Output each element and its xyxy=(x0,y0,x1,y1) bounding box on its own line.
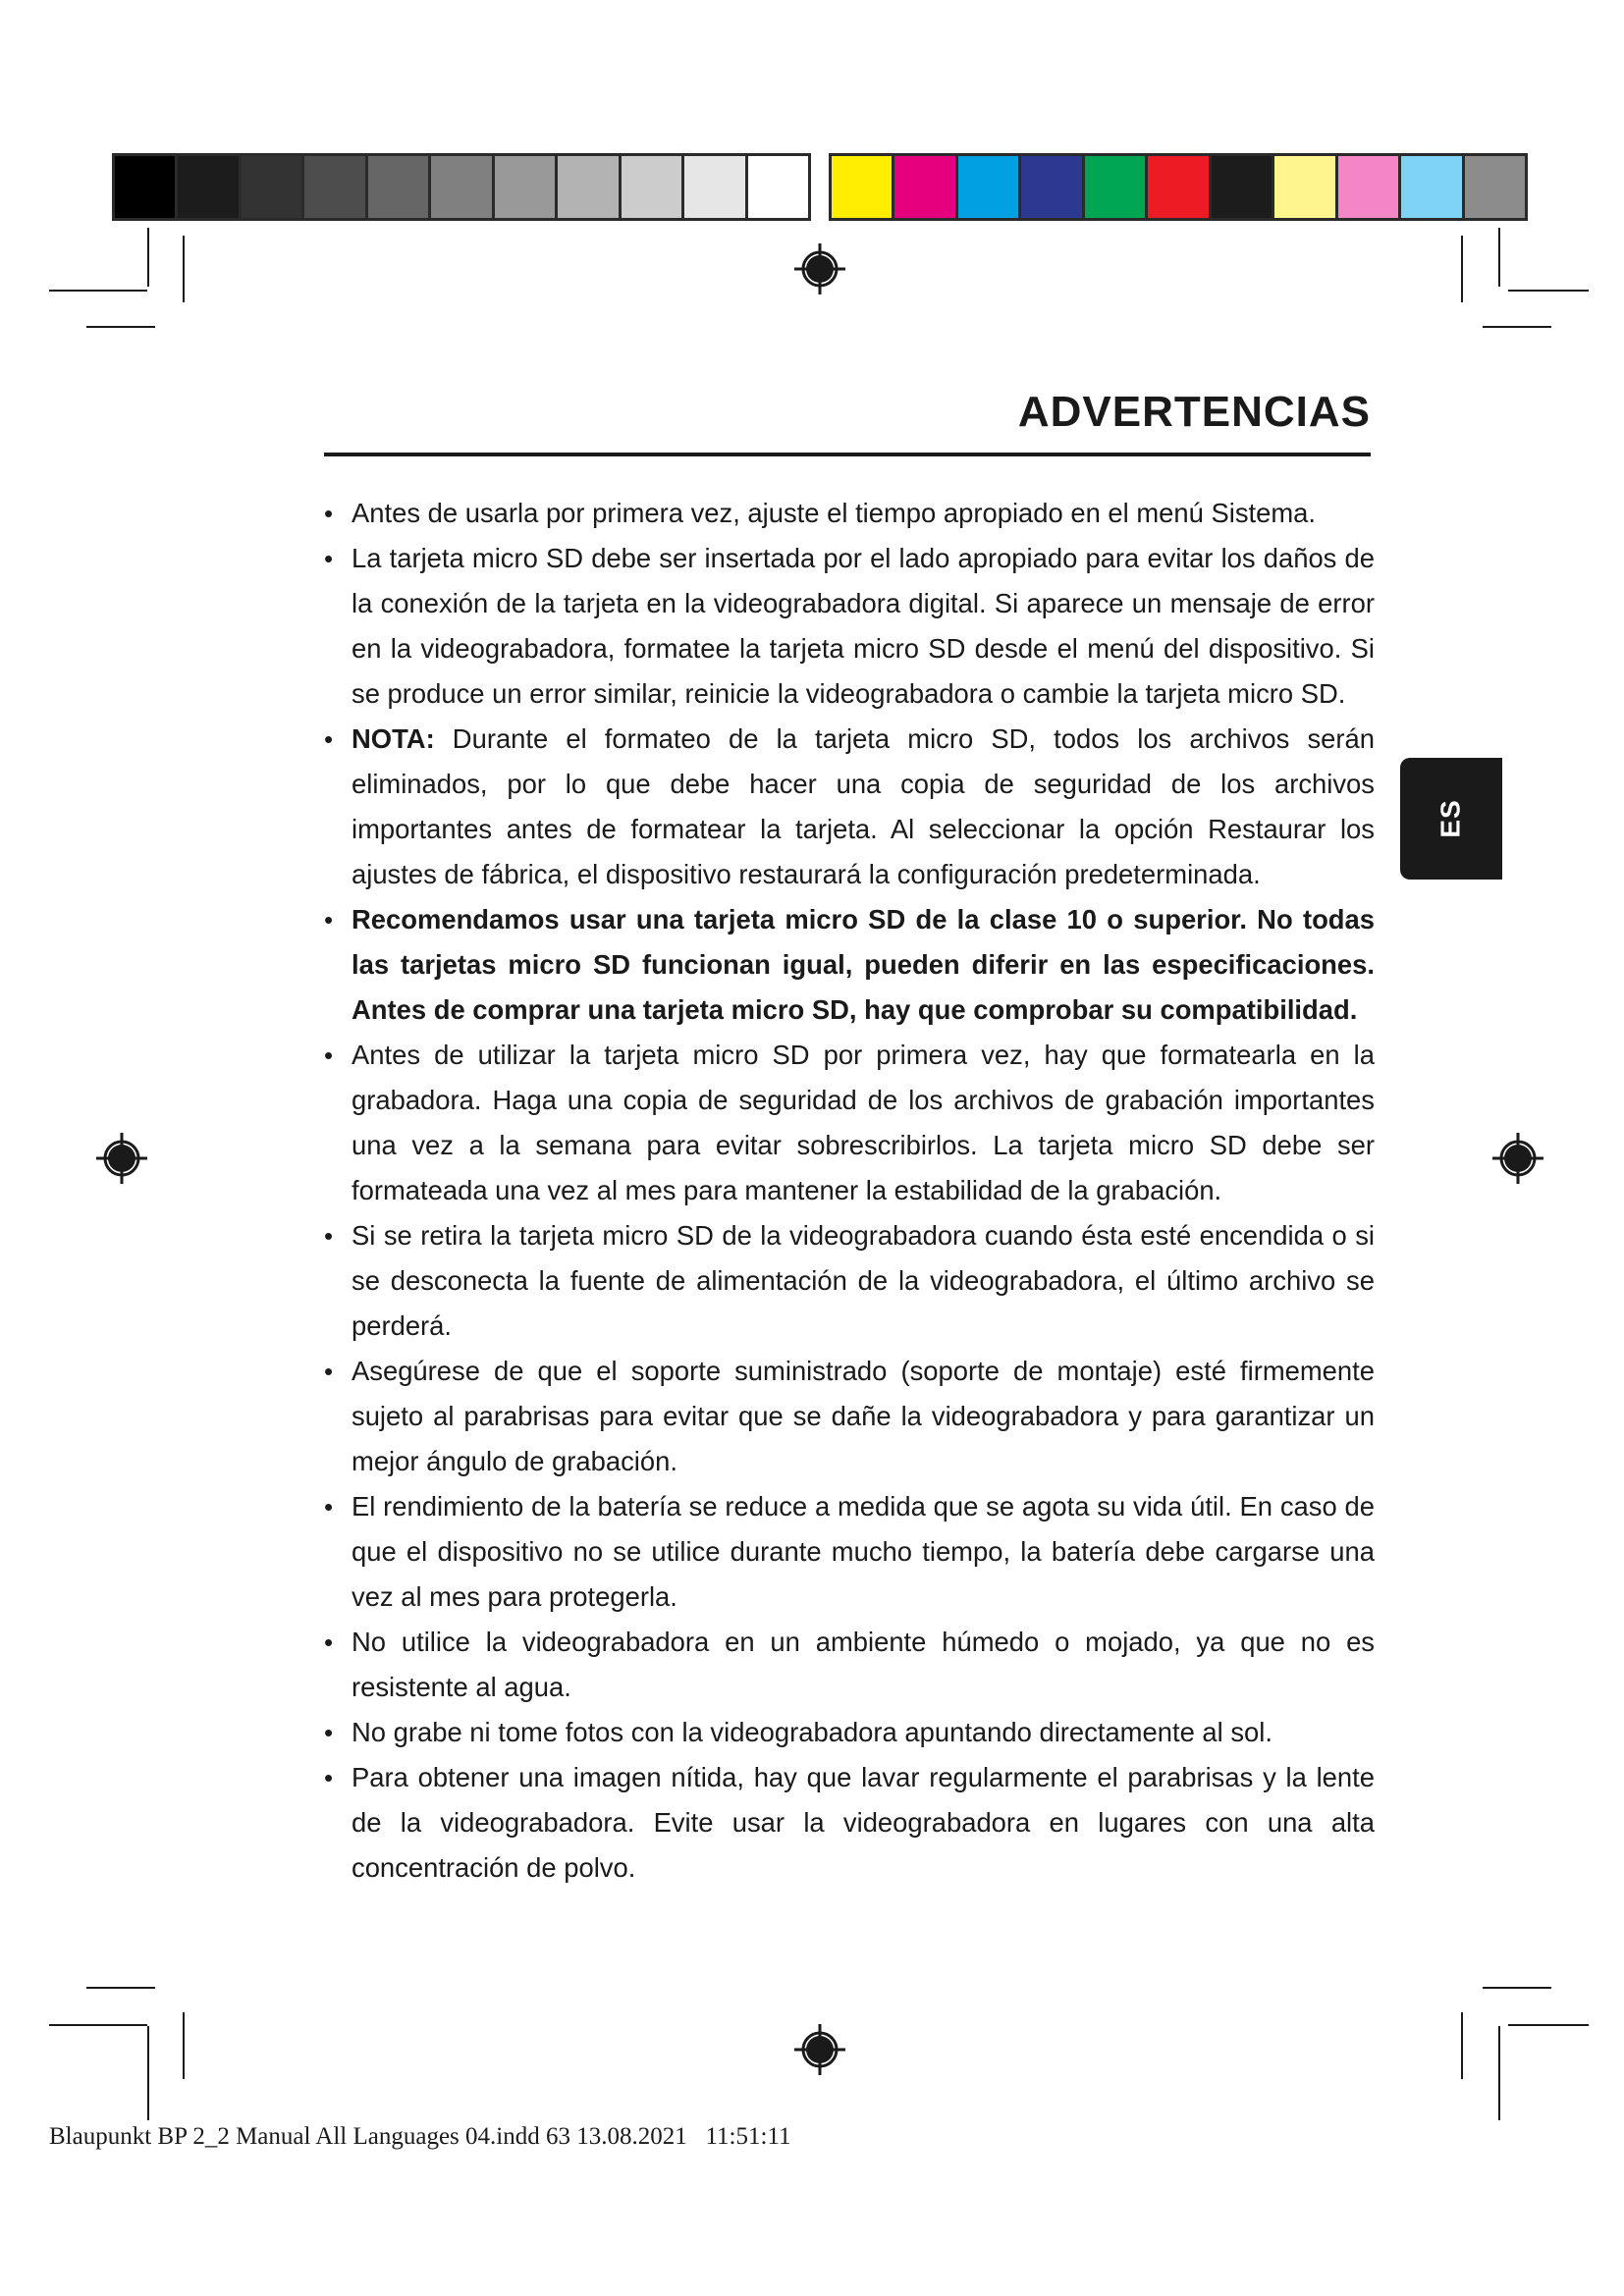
list-item-text: Antes de usarla por primera vez, ajuste el tiempo apropiado en el menú Sistema. xyxy=(352,498,1317,528)
gray-swatch xyxy=(178,156,241,218)
crop-mark xyxy=(1508,290,1589,292)
list-item-text: Durante el formateo de la tarjeta micro SD, todos los archivos serán eliminados, por lo que debe hacer una copia de seguridad de los archivos importantes antes de formatear la tarjeta. Al seleccionar la opción Restaurar los ajustes de fábrica, el dispositivo restaurará la configuración predeterminada. xyxy=(352,723,1375,889)
crop-mark xyxy=(183,2012,185,2079)
color-swatch xyxy=(894,156,957,218)
color-swatch xyxy=(1465,156,1525,218)
gray-swatch xyxy=(431,156,494,218)
list-item xyxy=(320,536,1375,717)
list-item xyxy=(320,1710,1375,1755)
crop-mark xyxy=(49,290,147,292)
gray-swatch xyxy=(368,156,431,218)
registration-mark-icon xyxy=(792,241,847,296)
gray-swatch xyxy=(304,156,367,218)
color-swatch xyxy=(832,156,894,218)
gray-swatch xyxy=(684,156,747,218)
crop-mark xyxy=(1461,236,1463,302)
language-tab-label: ES xyxy=(1435,799,1466,838)
crop-mark xyxy=(1483,326,1551,328)
gray-swatch xyxy=(242,156,304,218)
grayscale-calibration-bar xyxy=(112,153,811,221)
list-item xyxy=(320,1213,1375,1349)
list-item-text: El rendimiento de la batería se reduce a medida que se agota su vida útil. En caso de que el dispositivo no se utilice durante mucho tiempo, la batería debe cargarse una vez al mes para protegerla. xyxy=(352,1491,1375,1612)
warnings-list xyxy=(320,491,1375,1891)
slug-date: 13.08.2021 xyxy=(576,2123,687,2150)
registration-mark-icon xyxy=(94,1131,149,1186)
color-swatch xyxy=(1021,156,1084,218)
list-item-bold-text: Recomendamos usar una tarjeta micro SD de la clase 10 o superior. No todas las tarjetas micro SD funcionan igual, pueden diferir en las especificaciones. Antes de comprar una tarjeta micro SD, hay que comprobar su compatibilidad. xyxy=(352,904,1375,1025)
list-item-text: No grabe ni tome fotos con la videograbadora apuntando directamente al sol. xyxy=(352,1717,1272,1747)
list-item-text: La tarjeta micro SD debe ser insertada por el lado apropiado para evitar los daños de la conexión de la tarjeta en la videograbadora digital. Si aparece un mensaje de error en la videograbadora, formatee la tarjeta micro SD desde el menú del dispositivo. Si se produce un error similar, reinicie la videograbadora o cambie la tarjeta micro SD. xyxy=(352,543,1375,709)
crop-mark xyxy=(86,1987,155,1989)
color-swatch xyxy=(1401,156,1464,218)
slug-filename: Blaupunkt BP 2_2 Manual All Languages 04.indd 63 xyxy=(49,2123,570,2150)
list-item xyxy=(320,1349,1375,1484)
slug-time: 11:51:11 xyxy=(705,2123,791,2150)
list-item xyxy=(320,897,1375,1033)
warnings-content xyxy=(320,491,1375,1891)
crop-mark xyxy=(86,326,155,328)
color-swatch xyxy=(1148,156,1211,218)
language-tab xyxy=(1400,758,1502,880)
crop-mark xyxy=(1461,2012,1463,2079)
crop-mark xyxy=(147,228,149,287)
list-item xyxy=(320,1620,1375,1710)
crop-mark xyxy=(183,236,185,302)
note-label: NOTA: xyxy=(352,723,435,754)
color-swatch xyxy=(958,156,1021,218)
list-item-text: Asegúrese de que el soporte suministrado (soporte de montaje) esté firmemente sujeto al parabrisas para evitar que se dañe la videograbadora y para garantizar un mejor ángulo de grabación. xyxy=(352,1356,1375,1476)
color-swatch xyxy=(1274,156,1337,218)
gray-swatch xyxy=(558,156,621,218)
gray-swatch xyxy=(495,156,558,218)
list-item xyxy=(320,1755,1375,1891)
list-item-text: Antes de utilizar la tarjeta micro SD por primera vez, hay que formatearla en la grabadora. Haga una copia de seguridad de los archivos de grabación importantes una vez a la semana para evitar sobrescribirlos. La tarjeta micro SD debe ser formateada una vez al mes para mantener la estabilidad de la grabación. xyxy=(352,1040,1375,1205)
gray-swatch xyxy=(748,156,808,218)
page-title: ADVERTENCIAS xyxy=(324,388,1371,456)
crop-mark xyxy=(1498,228,1500,287)
color-swatch xyxy=(1085,156,1148,218)
crop-mark xyxy=(49,2024,147,2026)
list-item-text: Para obtener una imagen nítida, hay que lavar regularmente el parabrisas y la lente de la videograbadora. Evite usar la videograbadora en lugares con una alta concentración de polvo. xyxy=(352,1762,1375,1883)
crop-mark xyxy=(147,2026,149,2120)
list-item xyxy=(320,717,1375,897)
registration-mark-icon xyxy=(792,2022,847,2077)
list-item xyxy=(320,1484,1375,1620)
list-item xyxy=(320,491,1375,536)
list-item-text: No utilice la videograbadora en un ambiente húmedo o mojado, ya que no es resistente al agua. xyxy=(352,1627,1375,1702)
crop-mark xyxy=(1498,2026,1500,2120)
list-item xyxy=(320,1033,1375,1213)
gray-swatch xyxy=(622,156,684,218)
color-swatch xyxy=(1212,156,1274,218)
gray-swatch xyxy=(115,156,178,218)
print-slug xyxy=(49,2123,791,2151)
list-item-text: Si se retira la tarjeta micro SD de la videograbadora cuando ésta esté encendida o si se desconecta la fuente de alimentación de la videograbadora, el último archivo se perderá. xyxy=(352,1220,1375,1341)
crop-mark xyxy=(1483,1987,1551,1989)
crop-mark xyxy=(1508,2024,1589,2026)
registration-mark-icon xyxy=(1490,1131,1545,1186)
color-swatch xyxy=(1338,156,1401,218)
title-block xyxy=(324,388,1371,456)
color-calibration-bar xyxy=(829,153,1528,221)
